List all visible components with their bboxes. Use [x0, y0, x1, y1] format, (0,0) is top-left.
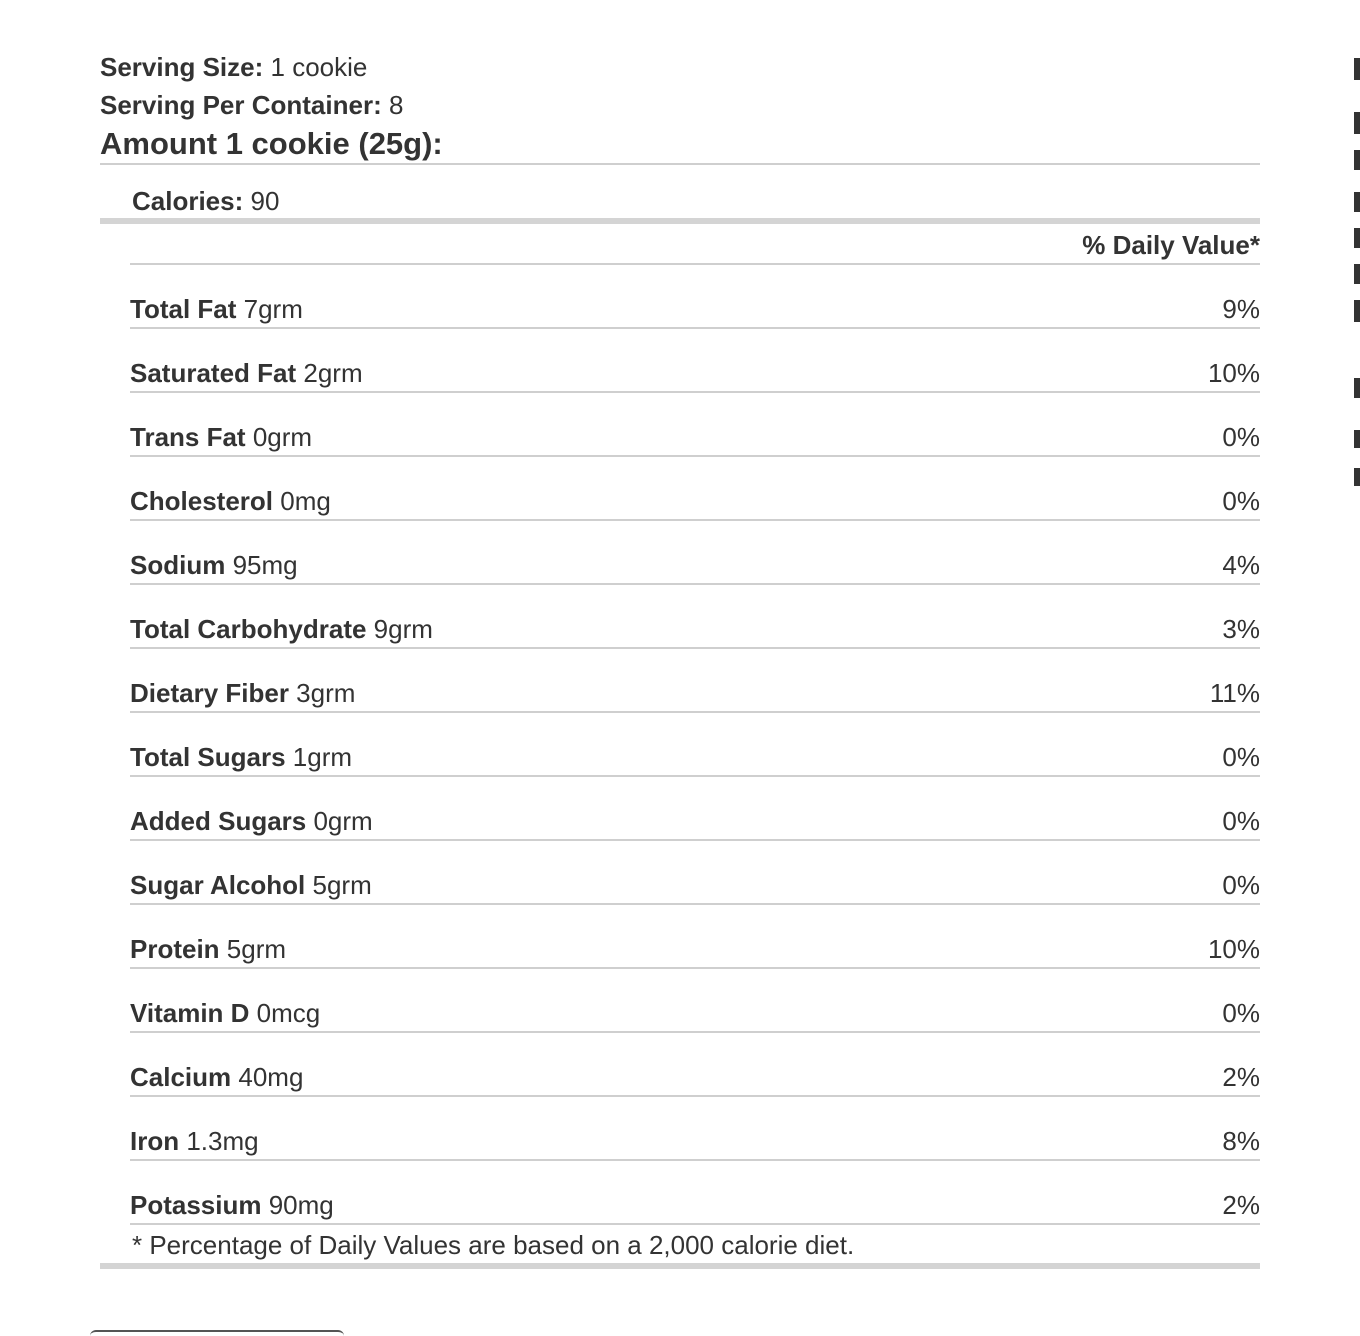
nutrient-daily-value: 4% [1222, 550, 1260, 580]
nutrient-amount: 3grm [288, 678, 356, 708]
nutrient-daily-value: 10% [1207, 358, 1260, 388]
nutrient-name: Vitamin D [130, 998, 250, 1028]
nutrient-label [130, 294, 303, 324]
nutrient-amount: 0mcg [249, 998, 321, 1028]
calories-label: Calories: [132, 186, 244, 216]
nutrient-name: Iron [130, 1126, 180, 1156]
nutrient-daily-value: 8% [1222, 1126, 1260, 1156]
nutrient-row [130, 905, 1260, 969]
nutrient-row [130, 265, 1260, 329]
thick-divider [100, 1263, 1260, 1269]
nutrient-row [130, 457, 1260, 521]
nutrient-label [130, 1190, 334, 1220]
nutrient-row [130, 393, 1260, 457]
nutrient-row [130, 1161, 1260, 1225]
nutrient-name: Total Carbohydrate [130, 614, 367, 644]
servings-per-container [100, 90, 403, 120]
footnote: * Percentage of Daily Values are based on a 2,000 calorie diet. [132, 1230, 855, 1260]
nutrient-name: Potassium [130, 1190, 262, 1220]
calories [132, 186, 279, 216]
thick-divider [100, 218, 1260, 224]
nutrient-row [130, 713, 1260, 777]
nutrient-daily-value: 0% [1222, 486, 1260, 516]
nutrient-amount: 0grm [306, 806, 373, 836]
nutrient-amount: 0mg [273, 486, 331, 516]
nutrient-list [130, 265, 1260, 1225]
nutrient-daily-value: 11% [1209, 678, 1260, 708]
nutrient-amount: 5grm [305, 870, 372, 900]
nutrient-daily-value: 0% [1222, 806, 1260, 836]
nutrient-row [130, 841, 1260, 905]
nutrient-amount: 9grm [366, 614, 433, 644]
nutrient-amount: 1.3mg [179, 1126, 259, 1156]
nutrient-daily-value: 0% [1222, 870, 1260, 900]
nutrient-amount: 5grm [219, 934, 287, 964]
nutrient-label [130, 870, 372, 900]
nutrient-label [130, 358, 363, 388]
nutrient-label [130, 1126, 259, 1156]
nutrient-daily-value: 2% [1222, 1190, 1260, 1220]
nutrient-row [130, 1097, 1260, 1161]
nutrient-daily-value: 10% [1207, 934, 1260, 964]
nutrient-daily-value: 0% [1222, 742, 1260, 772]
nutrient-label [130, 486, 331, 516]
divider [100, 163, 1260, 165]
serving-size-value: 1 cookie [263, 52, 368, 82]
serving-size-label: Serving Size: [100, 52, 264, 82]
nutrient-name: Dietary Fiber [130, 678, 289, 708]
nutrient-amount: 90mg [261, 1190, 334, 1220]
amount-per-serving: Amount 1 cookie (25g): [100, 126, 443, 161]
serving-size [100, 52, 367, 82]
nutrient-amount: 95mg [225, 550, 298, 580]
nutrient-name: Saturated Fat [130, 358, 297, 388]
daily-value-header: % Daily Value* [1082, 230, 1260, 260]
nutrient-label [130, 934, 286, 964]
nutrient-label [130, 806, 373, 836]
servings-per-container-value: 8 [381, 90, 404, 120]
clipped-side-text [1354, 0, 1360, 1334]
nutrient-name: Sugar Alcohol [130, 870, 306, 900]
button-edge[interactable] [90, 1330, 344, 1336]
nutrient-name: Total Fat [130, 294, 237, 324]
nutrient-amount: 0grm [245, 422, 313, 452]
nutrient-daily-value: 9% [1222, 294, 1260, 324]
nutrient-name: Trans Fat [130, 422, 246, 452]
nutrient-label [130, 678, 355, 708]
nutrient-amount: 7grm [236, 294, 303, 324]
nutrient-daily-value: 0% [1222, 422, 1260, 452]
nutrient-amount: 40mg [231, 1062, 304, 1092]
nutrient-amount: 2grm [296, 358, 363, 388]
nutrient-label [130, 742, 352, 772]
nutrient-daily-value: 0% [1222, 998, 1260, 1028]
nutrient-row [130, 649, 1260, 713]
nutrient-label [130, 614, 433, 644]
nutrient-row [130, 969, 1260, 1033]
nutrient-name: Sodium [130, 550, 226, 580]
nutrient-daily-value: 3% [1222, 614, 1260, 644]
calories-value: 90 [243, 186, 280, 216]
nutrient-row [130, 521, 1260, 585]
nutrient-label [130, 1062, 303, 1092]
nutrient-label [130, 998, 320, 1028]
nutrient-row [130, 329, 1260, 393]
nutrient-name: Total Sugars [130, 742, 286, 772]
nutrient-amount: 1grm [285, 742, 353, 772]
nutrient-name: Calcium [130, 1062, 232, 1092]
nutrient-daily-value: 2% [1222, 1062, 1260, 1092]
nutrient-label [130, 422, 312, 452]
nutrient-name: Protein [130, 934, 220, 964]
nutrient-name: Cholesterol [130, 486, 274, 516]
nutrient-name: Added Sugars [130, 806, 307, 836]
nutrient-label [130, 550, 298, 580]
nutrient-row [130, 1033, 1260, 1097]
nutrient-row [130, 777, 1260, 841]
servings-per-container-label: Serving Per Container: [100, 90, 382, 120]
nutrient-row [130, 585, 1260, 649]
